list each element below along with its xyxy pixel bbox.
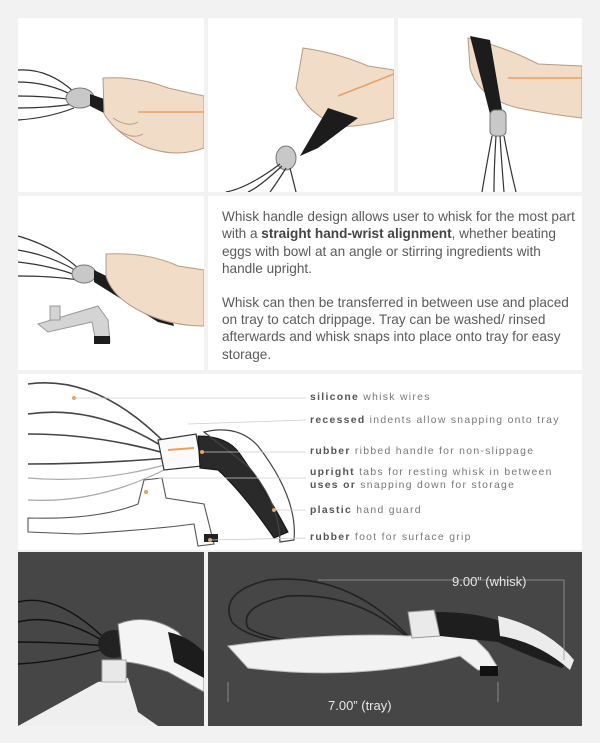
hand-horizontal-illustration xyxy=(18,18,204,192)
callout-foot: rubber foot for surface grip xyxy=(310,532,472,543)
description-emphasis: straight hand-wrist alignment xyxy=(261,226,452,242)
callout-wires: silicone whisk wires xyxy=(310,392,431,403)
dimension-tray: 7.00” (tray) xyxy=(328,698,392,713)
panel-hand-tray xyxy=(18,196,204,370)
callout-tabs-cont: uses or snapping down for storage xyxy=(310,480,516,491)
callout-handle: rubber ribbed handle for non-slippage xyxy=(310,446,535,457)
panel-hand-horizontal xyxy=(18,18,204,192)
description-paragraph-2: Whisk can then be transferred in between use and placed on tray to catch drippage. Tray can be washed/ rinsed afterwards and whisk snaps into place onto tray for easy storage. xyxy=(222,294,569,362)
callout-guard: plastic hand guard xyxy=(310,505,422,516)
description-text xyxy=(222,208,582,379)
panel-hand-angled xyxy=(208,18,394,192)
panel-render-closeup xyxy=(18,552,204,726)
hand-angled-illustration xyxy=(208,18,394,192)
panel-hand-upright xyxy=(398,18,582,192)
whisk-tray-technical-drawing xyxy=(18,374,582,550)
hand-tray-illustration xyxy=(18,196,204,370)
render-closeup-illustration xyxy=(18,552,204,726)
description-paragraph-1: Whisk handle design allows user to whisk for the most part with a straight hand-wrist alignment, whether beating eggs with bowl at an angle or stirring ingredients with handle upright. xyxy=(222,209,575,277)
callout-indents: recessed indents allow snapping onto tray xyxy=(310,415,560,426)
callout-tabs: upright tabs for resting whisk in between xyxy=(310,467,553,478)
panel-components xyxy=(18,374,582,550)
dimension-whisk: 9.00” (whisk) xyxy=(452,574,527,589)
hand-upright-illustration xyxy=(398,18,582,192)
